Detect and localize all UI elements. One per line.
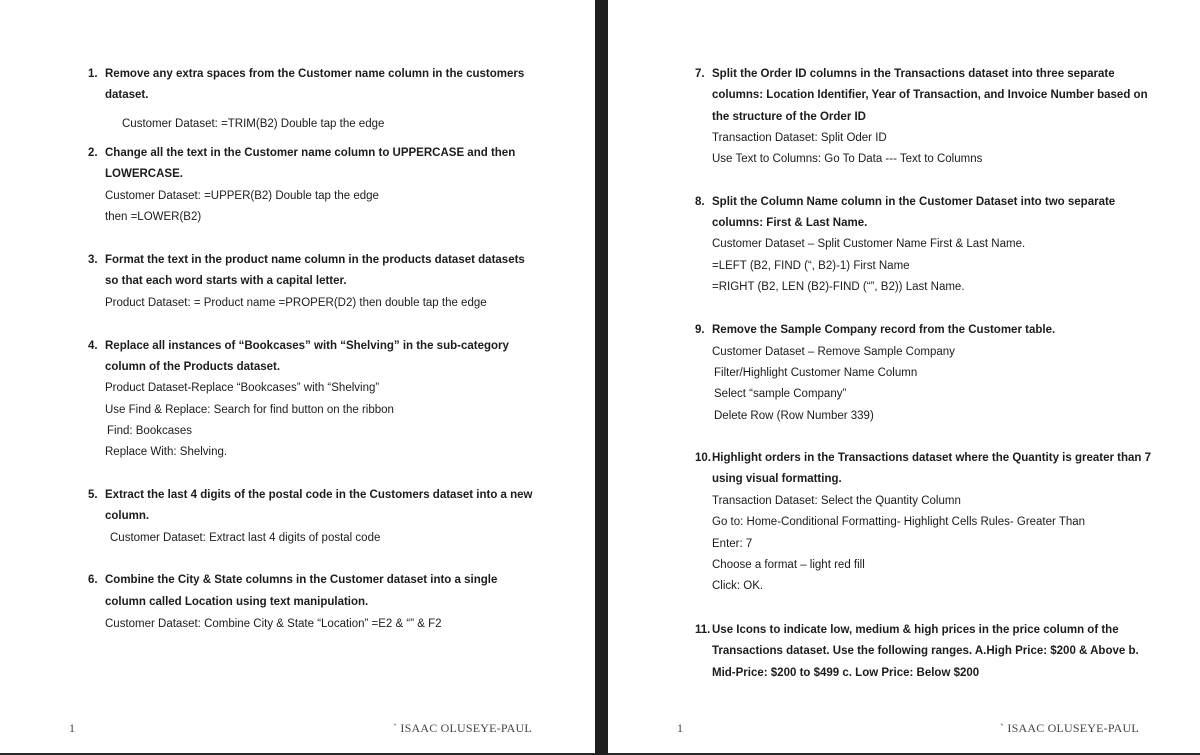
item-title: Split the Column Name column in the Customer Dataset into two separate [712, 196, 1116, 208]
item-title: Change all the text in the Customer name column to UPPERCASE and then [105, 147, 516, 159]
item-body: Transaction Dataset: Split Oder ID [712, 132, 887, 144]
page-footer: ` ISAAC OLUSEYE-PAUL [393, 721, 532, 735]
item-number: 1. [88, 68, 98, 80]
item-body: Customer Dataset: Extract last 4 digits of postal code [110, 532, 381, 544]
item-number: 3. [88, 254, 98, 266]
item-title: column called Location using text manipulation. [105, 596, 369, 608]
item-number: 7. [695, 68, 705, 80]
item-body: Transaction Dataset: Select the Quantity Column [712, 495, 961, 507]
item-title: the structure of the Order ID [712, 111, 866, 123]
item-body: Delete Row (Row Number 339) [714, 410, 874, 422]
item-title: column of the Products dataset. [105, 361, 281, 373]
page-gutter [595, 0, 608, 755]
item-number: 6. [88, 574, 98, 586]
item-number: 2. [88, 147, 98, 159]
item-body: Filter/Highlight Customer Name Column [714, 367, 918, 379]
page-footer: ` ISAAC OLUSEYE-PAUL [1000, 721, 1139, 735]
item-body: Customer Dataset – Split Customer Name First & Last Name. [712, 238, 1026, 250]
item-body: Customer Dataset: Combine City & State “Location” =E2 & “” & F2 [105, 618, 442, 630]
item-body: Go to: Home-Conditional Formatting- Highlight Cells Rules- Greater Than [712, 516, 1086, 528]
item-title: so that each word starts with a capital letter. [105, 275, 347, 287]
item-body: Find: Bookcases [107, 425, 193, 437]
item-title: Extract the last 4 digits of the postal code in the Customers dataset into a new [105, 489, 533, 501]
document-page-left [0, 0, 595, 755]
item-title: Remove any extra spaces from the Customer name column in the customers [105, 68, 525, 80]
item-body: then =LOWER(B2) [105, 211, 202, 223]
page-number: 1 [677, 721, 683, 735]
item-body: Choose a format – light red fill [712, 559, 865, 571]
item-title: Highlight orders in the Transactions dataset where the Quantity is greater than 7 [712, 452, 1152, 464]
item-number: 9. [695, 324, 705, 336]
item-title: Split the Order ID columns in the Transactions dataset into three separate [712, 68, 1115, 80]
item-title: Format the text in the product name column in the products dataset datasets [105, 254, 525, 266]
item-title: dataset. [105, 89, 149, 101]
document-page-right [608, 0, 1200, 755]
item-title: Replace all instances of “Bookcases” with “Shelving” in the sub-category [105, 340, 509, 352]
item-body: Use Text to Columns: Go To Data --- Text to Columns [712, 153, 983, 165]
item-title: Mid-Price: $200 to $499 c. Low Price: Below $200 [712, 667, 980, 679]
item-number: 4. [88, 340, 98, 352]
item-title: columns: Location Identifier, Year of Transaction, and Invoice Number based on [712, 89, 1148, 101]
item-title: LOWERCASE. [105, 168, 183, 180]
item-body: =LEFT (B2, FIND (“, B2)-1) First Name [712, 260, 910, 272]
page-number: 1 [69, 721, 75, 735]
item-body: Customer Dataset: =UPPER(B2) Double tap the edge [105, 190, 379, 202]
item-body: =RIGHT (B2, LEN (B2)-FIND (“”, B2)) Last Name. [712, 281, 965, 293]
item-title: column. [105, 510, 150, 522]
item-body: Click: OK. [712, 580, 764, 592]
item-title: using visual formatting. [712, 473, 842, 485]
item-body: Enter: 7 [712, 538, 753, 550]
item-title: Combine the City & State columns in the Customer dataset into a single [105, 574, 498, 586]
item-number: 8. [695, 196, 705, 208]
item-body: Use Find & Replace: Search for find button on the ribbon [105, 404, 394, 416]
item-body: Customer Dataset: =TRIM(B2) Double tap the edge [122, 118, 385, 130]
item-number: 10. [695, 452, 711, 464]
item-body: Product Dataset: = Product name =PROPER(D2) then double tap the edge [105, 297, 487, 309]
item-title: Transactions dataset. Use the following ranges. A.High Price: $200 & Above b. [712, 645, 1139, 657]
item-number: 5. [88, 489, 98, 501]
item-body: Customer Dataset – Remove Sample Company [712, 346, 955, 358]
item-title: Remove the Sample Company record from the Customer table. [712, 324, 1056, 336]
item-body: Product Dataset-Replace “Bookcases” with “Shelving” [105, 382, 380, 394]
item-title: Use Icons to indicate low, medium & high prices in the price column of the [712, 624, 1119, 636]
item-title: columns: First & Last Name. [712, 217, 868, 229]
item-body: Replace With: Shelving. [105, 446, 228, 458]
item-number: 11. [695, 624, 711, 636]
item-body: Select “sample Company” [714, 388, 847, 400]
